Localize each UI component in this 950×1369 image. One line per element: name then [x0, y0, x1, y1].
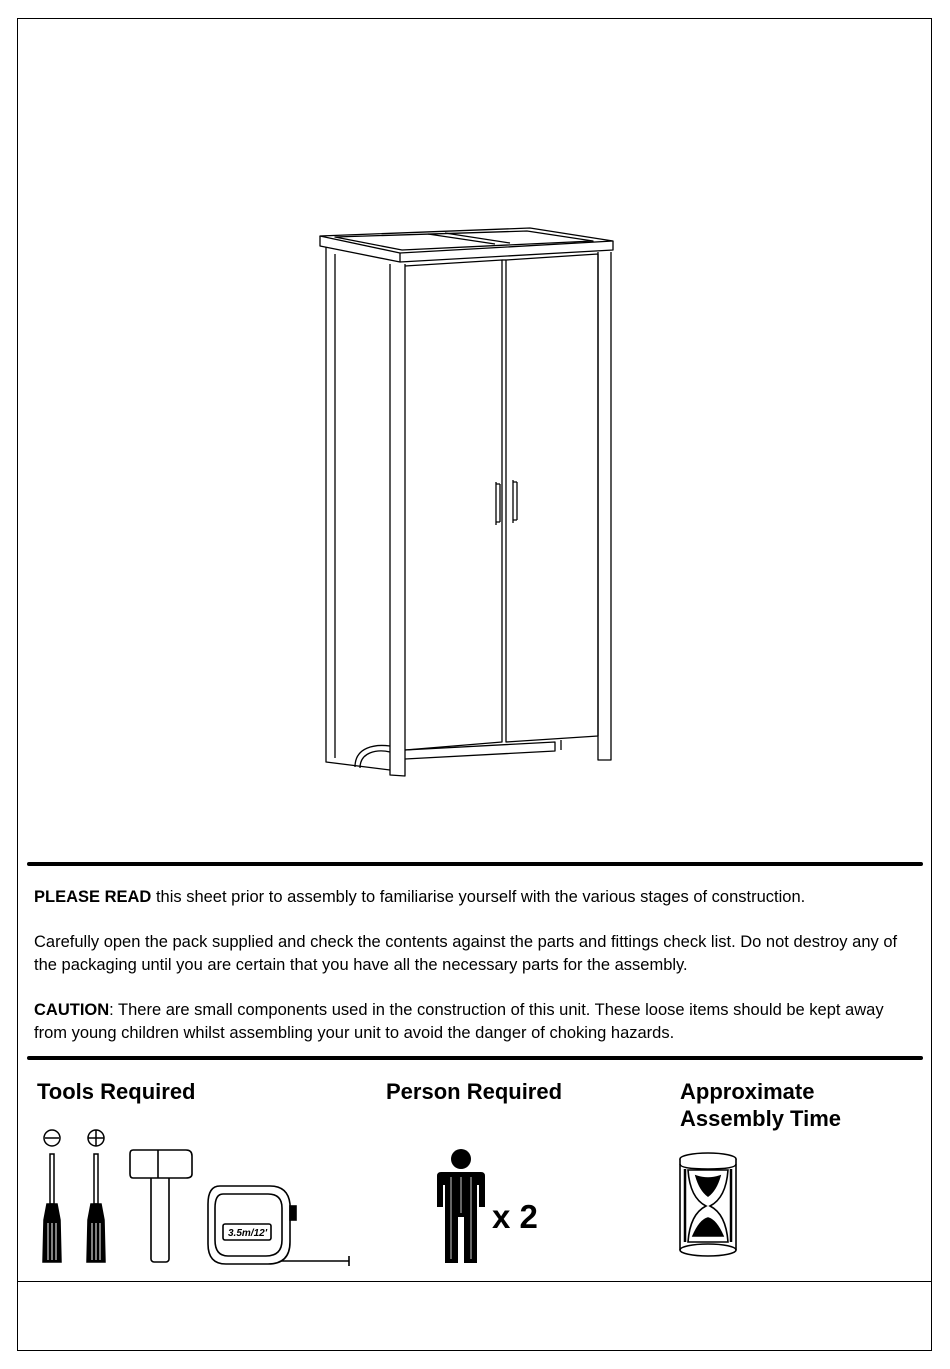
person-icon [436, 1147, 488, 1267]
footer-divider [17, 1281, 932, 1282]
wardrobe-illustration [315, 222, 615, 782]
tools-required-heading: Tools Required [37, 1079, 196, 1104]
person-count: x 2 [492, 1198, 538, 1235]
intro-paragraph [34, 886, 914, 909]
tape-measure-label: 3.5m/12' [228, 1228, 268, 1239]
instructions-paragraph: Carefully open the pack supplied and check the contents against the parts and fittings check list. Do not destroy any of the packaging until you are certain that you have all the necessary parts for the assembly. [34, 933, 898, 974]
section-divider-top [27, 862, 923, 866]
phillips-screwdriver-icon [84, 1128, 110, 1268]
person-required-heading: Person Required [386, 1079, 563, 1104]
intro-text: this sheet prior to assembly to familiarise yourself with the various stages of construction. [151, 888, 806, 906]
caution-text: : There are small components used in the construction of this unit. These loose items should be kept away from young children whilst assembling your unit to avoid the danger of choking hazards. [34, 1001, 884, 1042]
please-read-label: PLEASE READ [34, 888, 152, 906]
caution-paragraph [34, 999, 914, 1045]
hammer-icon [128, 1146, 194, 1266]
tape-measure-icon [206, 1182, 356, 1268]
caution-label: CAUTION [34, 1001, 110, 1019]
assembly-time-heading: Approximate Assembly Time [680, 1079, 842, 1131]
flathead-screwdriver-icon [40, 1128, 66, 1268]
section-divider-bottom [27, 1056, 923, 1060]
hourglass-icon [676, 1150, 740, 1262]
